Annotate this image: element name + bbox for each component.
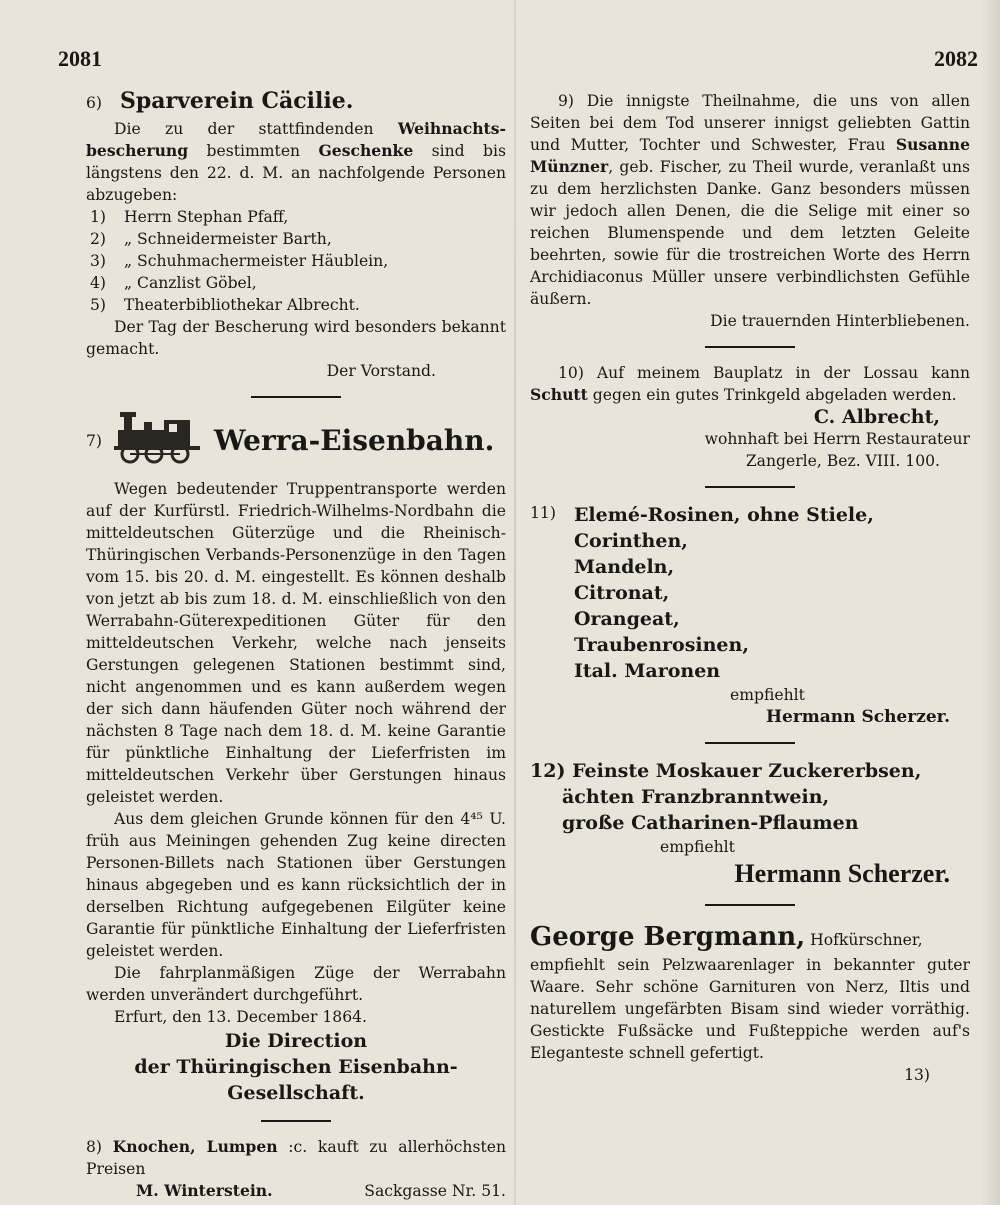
- recommends-label: empfiehlt: [660, 838, 735, 856]
- list-item: Corinthen,: [573, 530, 688, 552]
- list-item: Ital. Maronen: [573, 660, 721, 682]
- notice-title: Sparverein Cäcilie.: [120, 88, 354, 114]
- list-item: Orangeat,: [573, 608, 680, 630]
- page-number-right: 2082: [934, 46, 978, 71]
- notice-13: [530, 920, 970, 1086]
- notice-number: 13): [904, 1066, 930, 1084]
- merchant-name: George Bergmann,: [530, 922, 806, 952]
- list-item: Elemé-Rosinen, ohne Stiele,: [573, 504, 874, 526]
- list-item: 5) Theaterbibliothekar Albrecht.: [90, 296, 360, 314]
- notice-paragraph: Wegen bedeutender Truppentransporte werden auf der Kurfürstl. Friedrich-Wilhelms-Nordbahn die mitteldeutschen Güterzüge und die Rheinisch-Thüringischen Verbands-Personenzüge in den Tagen vom 15. bis 20. d. M. eingestellt. Es können deshalb von jetzt ab bis zum 18. d. M. einschließlich von den Werrabahn-Güterexpeditionen Güter für den mitteldeutschen Verkehr, welche nach jenseits Gerstungen gelegenen Stationen bestimmt sind, nicht angenommen und es kann außerdem wegen der sich dann häufenden Güter noch während der nächsten 8 Tage nach dem 18. d. M. keine Garantie für pünktliche Einhaltung der Lieferfristen im mitteldeutschen Verkehr über Gerstungen hinaus geleistet werden.: [86, 480, 506, 806]
- notice-number: 11): [530, 504, 556, 522]
- page-number-left: 2081: [58, 46, 102, 71]
- recommends-label: empfiehlt: [730, 686, 805, 704]
- notice-6: [86, 90, 506, 382]
- separator-rule: [251, 396, 341, 398]
- list-item: Mandeln,: [573, 556, 675, 578]
- notice-date: Erfurt, den 13. December 1864.: [114, 1008, 367, 1026]
- locomotive-icon: [114, 412, 202, 470]
- page-fold: [514, 0, 516, 1205]
- notice-text: empfiehlt sein Pelzwaarenlager in bekannter guter Waare. Sehr schöne Garnituren von Nerz, Iltis und naturellem ungefärbten Bisam sind wieder vorräthig. Gestickte Fußsäcke und Fußteppiche werden auf's Eleganteste schnell gefertigt.: [530, 956, 970, 1062]
- notice-note: Der Tag der Bescherung wird besonders bekannt gemacht.: [86, 318, 506, 358]
- separator-rule: [705, 346, 795, 348]
- merchant-name: Hermann Scherzer.: [734, 859, 950, 888]
- notice-8: [86, 1136, 506, 1202]
- goods-line: große Catharinen-Pflaumen: [562, 812, 859, 834]
- notice-number: 7): [86, 432, 103, 450]
- separator-rule: [705, 742, 795, 744]
- merchant-name: Hermann Scherzer.: [765, 707, 950, 727]
- notice-10: [530, 362, 970, 472]
- right-column: [530, 90, 970, 1086]
- list-item: 3) „ Schuhmachermeister Häublein,: [90, 252, 389, 270]
- notice-paragraph: Aus dem gleichen Grunde können für den 4⁴⁵ U. früh aus Meiningen gehenden Zug keine directen Personen-Billets nach Stationen über Gerstungen hinaus abgegeben und es kann rücksichtlich der in derselben Richtung aufgegebenen Eilgüter keine Garantie für pünktliche Einhaltung der Lieferfristen geleistet werden.: [86, 810, 506, 960]
- list-item: Citronat,: [573, 582, 670, 604]
- notice-text: 8) Knochen, Lumpen :c. kauft zu allerhöchsten Preisen: [86, 1137, 506, 1178]
- goods-line: 12) Feinste Moskauer Zuckererbsen,: [530, 760, 922, 782]
- notice-11: [530, 502, 970, 728]
- list-item: Traubenrosinen,: [573, 634, 749, 656]
- notice-12: [530, 758, 970, 890]
- list-item: 2) „ Schneidermeister Barth,: [90, 230, 332, 248]
- recipient-list: [90, 206, 506, 316]
- notice-text: Die zu der stattfindenden Weihnachts-bescherung bestimmten Geschenke sind bis längstens den 22. d. M. an nachfolgende Personen abzugeben:: [86, 119, 506, 204]
- merchant-name: M. Winterstein.: [136, 1181, 273, 1200]
- separator-rule: [705, 904, 795, 906]
- left-column: [86, 90, 506, 1202]
- merchant-name: C. Albrecht,: [813, 406, 940, 428]
- merchant-address: Sackgasse Nr. 51.: [364, 1182, 506, 1200]
- separator-rule: [705, 486, 795, 488]
- goods-line: ächten Franzbranntwein,: [562, 786, 830, 808]
- notice-text: 9) Die innigste Theilnahme, die uns von allen Seiten bei dem Tod unserer innigst geliebten Gattin und Mutter, Tochter und Schwester, Frau Susanne Münzner, geb. Fischer, zu Theil wurde, veranlaßt uns zu dem herzlichsten Danke. Ganz besonders müssen wir jedoch allen Denen, die die Selige mit einer so reichen Blumenspende und dem letzten Geleite beehrten, sowie für die trostreichen Worte des Herrn Archidiaconus Müller unsere verbindlichsten Gefühle äußern.: [530, 92, 970, 308]
- notice-signature: der Thüringischen Eisenbahn-Gesellschaft.: [134, 1056, 458, 1104]
- separator-rule: [261, 1120, 331, 1122]
- merchant-trade: Hofkürschner,: [810, 931, 923, 949]
- notice-7: [86, 412, 506, 1106]
- notice-text: 10) Auf meinem Bauplatz in der Lossau kann Schutt gegen ein gutes Trinkgeld abgeladen werden.: [530, 364, 970, 404]
- list-item: 1) Herrn Stephan Pfaff,: [90, 208, 289, 226]
- notice-signature: Die Direction: [224, 1030, 368, 1052]
- list-item: 4) „ Canzlist Göbel,: [90, 274, 257, 292]
- page-edge-shadow: [980, 0, 1000, 1205]
- notice-signature: Die trauernden Hinterbliebenen.: [710, 312, 970, 330]
- merchant-address: wohnhaft bei Herrn Restaurateur: [704, 430, 970, 448]
- notice-number: 6): [86, 94, 103, 112]
- merchant-address: Zangerle, Bez. VIII. 100.: [745, 452, 940, 470]
- goods-list: [574, 502, 874, 684]
- notice-title: Werra-Eisenbahn.: [214, 424, 495, 457]
- notice-paragraph: Die fahrplanmäßigen Züge der Werrabahn werden unverändert durchgeführt.: [86, 964, 506, 1004]
- notice-9: [530, 90, 970, 332]
- notice-signature: Der Vorstand.: [326, 362, 436, 380]
